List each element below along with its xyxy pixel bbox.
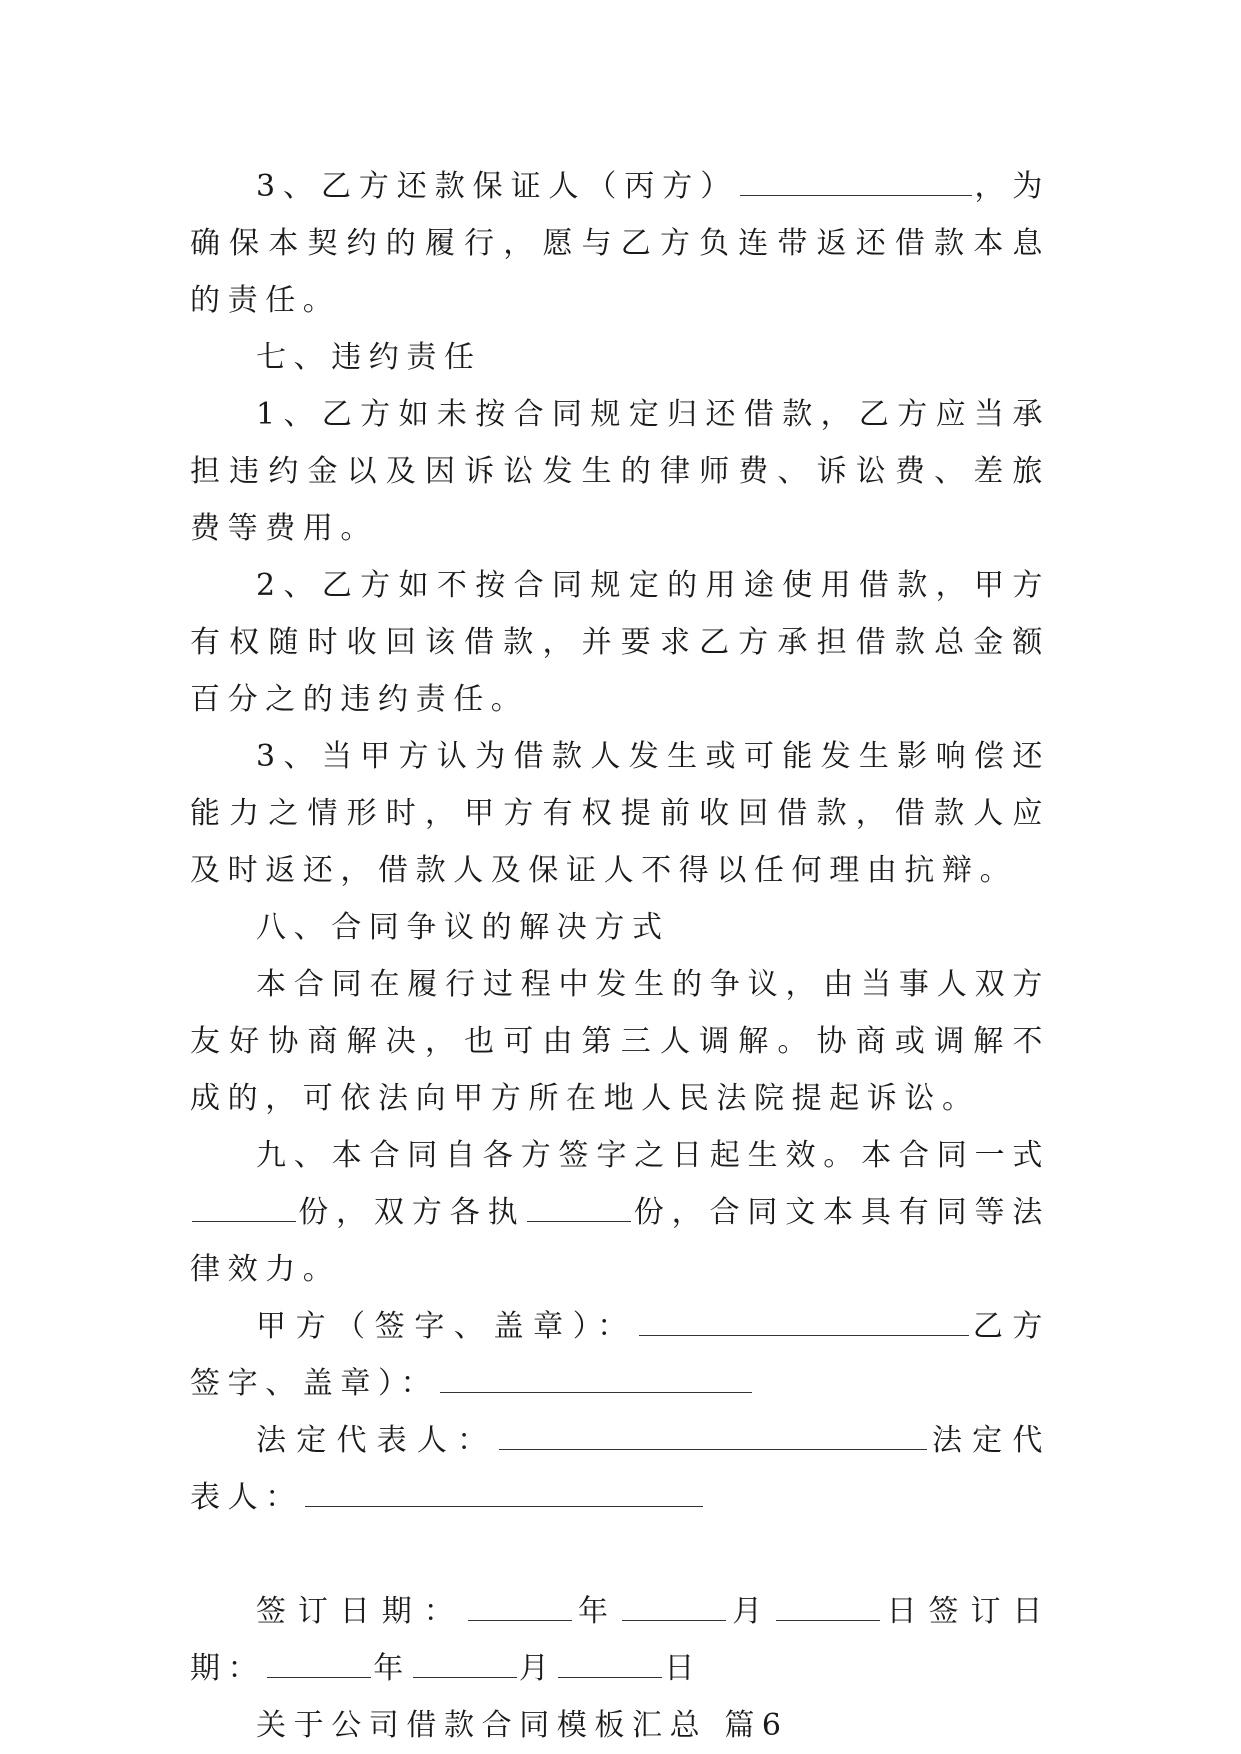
year-label-b: 年 [373, 1651, 411, 1686]
party-a-rep-label: 法定代表人： [256, 1423, 498, 1458]
day-and-second-date-label: 日签订日期： [190, 1594, 1050, 1686]
effect-clause-rest: 份，合同文本具有同等法律效力。 [190, 1195, 1050, 1287]
month-blank-a[interactable] [622, 1590, 726, 1621]
contract-body [190, 158, 1050, 1754]
copies-each-blank[interactable] [527, 1191, 631, 1222]
party-b-rep-label: 法定代表人： [190, 1423, 1050, 1515]
signature-line [190, 1298, 1050, 1412]
day-blank-b[interactable] [558, 1647, 662, 1678]
party-a-rep-blank[interactable] [499, 1419, 927, 1450]
party-b-sign-label: 乙方签字、盖章）： [190, 1309, 1051, 1401]
day-blank-a[interactable] [776, 1590, 880, 1621]
effect-clause-mid: 份，双方各执 [298, 1195, 526, 1230]
day-label-b: 日 [664, 1651, 703, 1686]
breach-clause-3: 3、当甲方认为借款人发生或可能发生影响偿还能力之情形时，甲方有权提前收回借款，借款人应及时返还，借款人及保证人不得以任何理由抗辩。 [190, 739, 1050, 888]
signing-date-line [190, 1583, 1050, 1697]
effect-clause [190, 1127, 1050, 1298]
effect-clause-lead: 九、本合同自各方签字之日起生效。本合同一式 [256, 1138, 1050, 1173]
party-a-signature-blank[interactable] [639, 1305, 969, 1336]
guarantor-clause-rest: ，为确保本契约的履行，愿与乙方负连带返还借款本息的责任。 [190, 169, 1050, 318]
party-b-rep-blank[interactable] [305, 1476, 703, 1507]
guarantor-clause-lead: 3、乙方还款保证人（丙方） [256, 169, 739, 204]
total-copies-blank[interactable] [192, 1191, 296, 1222]
legal-rep-line [190, 1412, 1050, 1526]
breach-clause-2: 2、乙方如不按合同规定的用途使用借款，甲方有权随时收回该借款，并要求乙方承担借款总金额百分之的违约责任。 [190, 568, 1050, 717]
year-label-a: 年 [573, 1594, 620, 1629]
signing-date-label: 签订日期： [256, 1594, 466, 1629]
section-heading-dispute: 八、合同争议的解决方式 [256, 910, 670, 945]
party-a-sign-label: 甲方（签字、盖章）： [256, 1309, 637, 1344]
year-blank-a[interactable] [468, 1590, 572, 1621]
party-b-signature-blank[interactable] [440, 1362, 752, 1393]
spacer [190, 1526, 1050, 1583]
section-heading-breach: 七、违约责任 [256, 340, 482, 375]
next-section-title: 关于公司借款合同模板汇总 篇6 [256, 1708, 789, 1743]
month-label-b: 月 [518, 1651, 557, 1686]
month-label-a: 月 [727, 1594, 775, 1629]
guarantor-clause [190, 158, 1050, 329]
breach-clause-1: 1、乙方如未按合同规定归还借款，乙方应当承担违约金以及因诉讼发生的律师费、诉讼费、差旅费等费用。 [190, 397, 1050, 546]
guarantor-name-blank[interactable] [740, 165, 972, 196]
month-blank-b[interactable] [413, 1647, 517, 1678]
dispute-clause: 本合同在履行过程中发生的争议，由当事人双方友好协商解决，也可由第三人调解。协商或调解不成的，可依法向甲方所在地人民法院提起诉讼。 [190, 967, 1050, 1116]
year-blank-b[interactable] [267, 1647, 371, 1678]
